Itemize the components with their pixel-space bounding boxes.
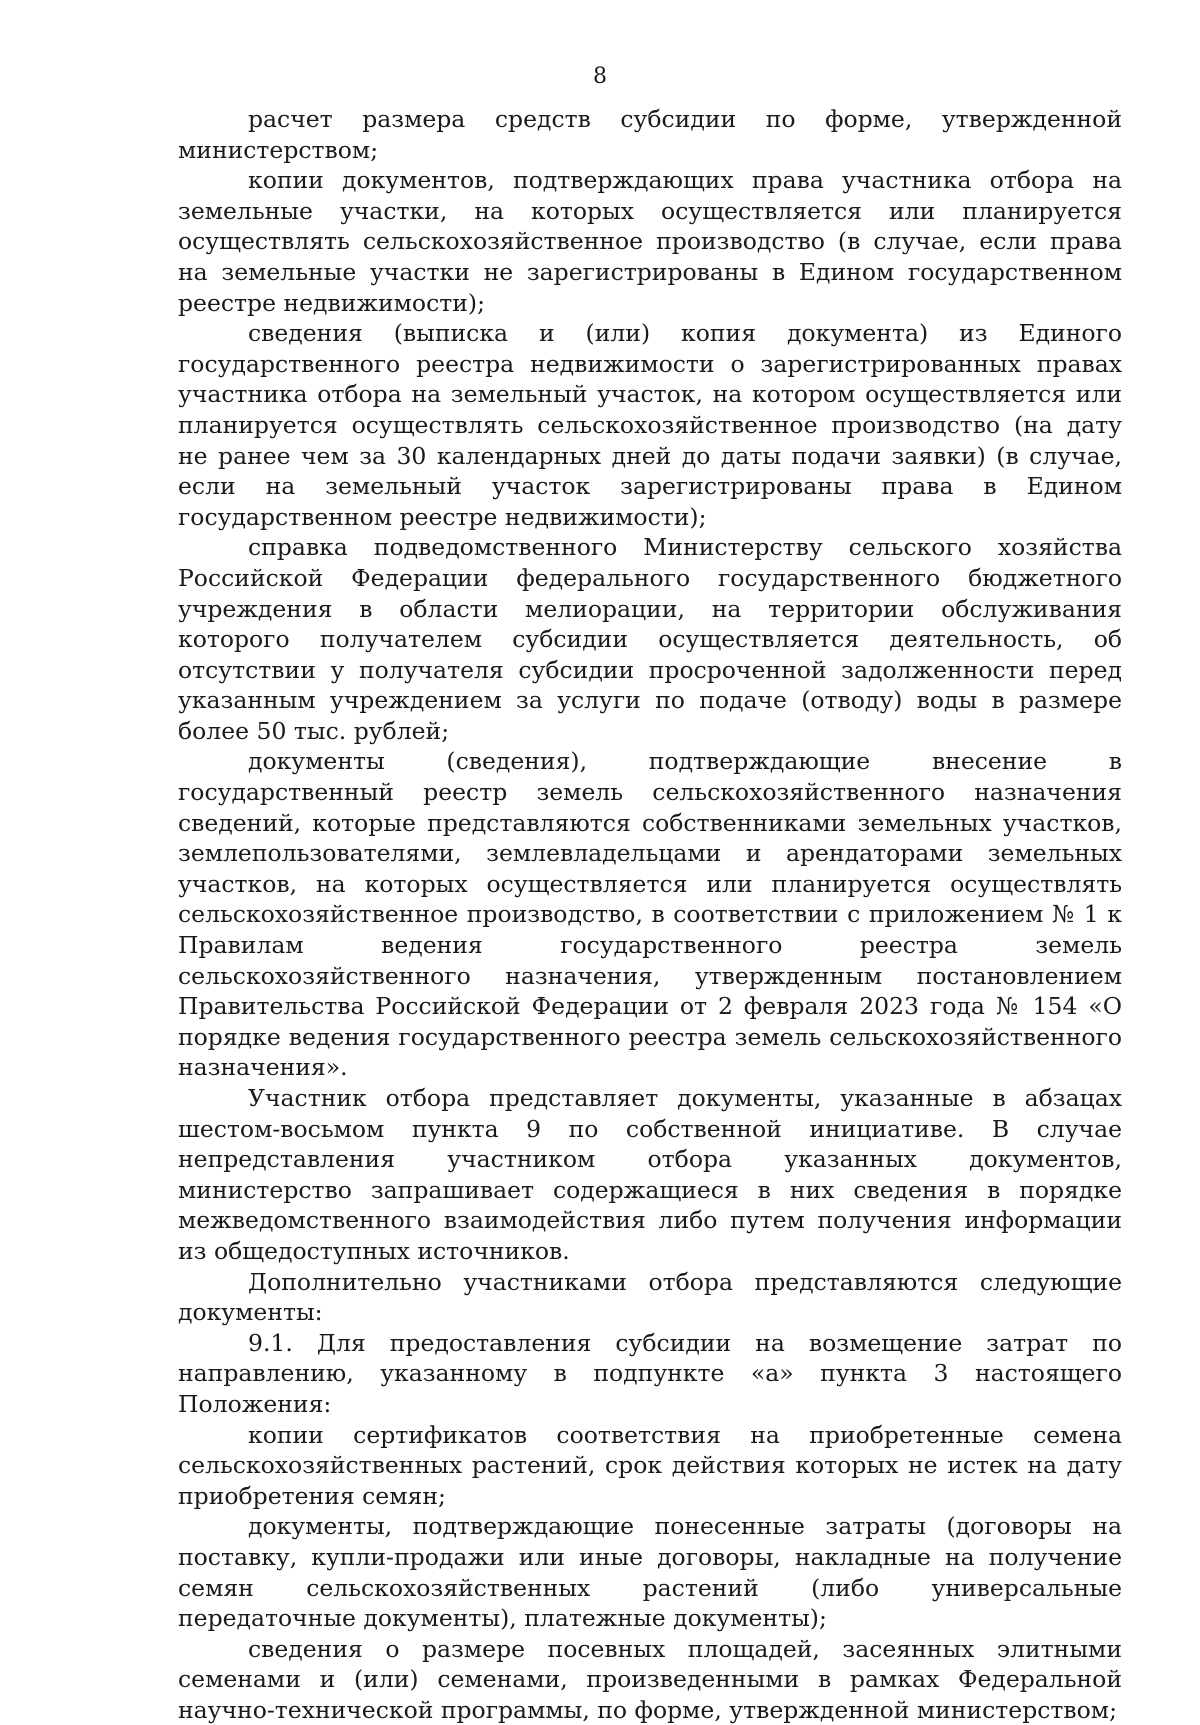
- paragraph-section-9-1: 9.1. Для предоставления субсидии на возмещение затрат по направлению, указанному в подпункте «а» пункта 3 настоящего Положения:: [178, 1328, 1122, 1418]
- paragraph-additional-documents: Дополнительно участниками отбора представляются следующие документы:: [178, 1267, 1122, 1327]
- paragraph-melioration-certificate: справка подведомственного Министерству сельского хозяйства Российской Федерации федерального государственного бюджетного учреждения в области мелиорации, на территории обслуживания которого получателем субсидии осуществляется деятельность, об отсутствии у получателя субсидии просроченной задолженности перед указанным учреждением за услуги по подаче (отводу) воды в размере более 50 тыс. рублей;: [178, 533, 1122, 745]
- paragraph-seed-certificates: копии сертификатов соответствия на приобретенные семена сельскохозяйственных растений, срок действия которых не истек на дату приобретения семян;: [178, 1420, 1122, 1510]
- paragraph-land-rights-copies: копии документов, подтверждающих права участника отбора на земельные участки, на которых осуществляется или планируется осуществлять сельскохозяйственное производство (в случае, если права на земельные участки не зарегистрированы в Едином государственном реестре недвижимости);: [178, 166, 1122, 317]
- paragraph-sown-area-info: сведения о размере посевных площадей, засеянных элитными семенами и (или) семенами, произведенными в рамках Федеральной научно-технической программы, по форме, утвержденной министерством;: [178, 1634, 1122, 1724]
- document-body: [178, 104, 1122, 1725]
- paragraph-subsidy-calculation: расчет размера средств субсидии по форме, утвержденной министерством;: [178, 105, 1122, 164]
- page-number: 8: [593, 64, 607, 89]
- paragraph-land-registry-documents: документы (сведения), подтверждающие внесение в государственный реестр земель сельскохозяйственного назначения сведений, которые представляются собственниками земельных участков, землепользователями, землевладельцами и арендаторами земельных участков, на которых осуществляется или планируется осуществлять сельскохозяйственное производство, в соответствии с приложением № 1 к Правилам ведения государственного реестра земель сельскохозяйственного назначения, утвержденным постановлением Правительства Российской Федерации от 2 февраля 2023 года № 154 «О порядке ведения государственного реестра земель сельскохозяйственного назначения».: [178, 747, 1122, 1082]
- paragraph-own-initiative: Участник отбора представляет документы, указанные в абзацах шестом-восьмом пункта 9 по собственной инициативе. В случае непредставления участником отбора указанных документов, министерство запрашивает содержащиеся в них сведения в порядке межведомственного взаимодействия либо путем получения информации из общедоступных источников.: [178, 1084, 1122, 1265]
- paragraph-expense-documents: документы, подтверждающие понесенные затраты (договоры на поставку, купли-продажи или иные договоры, накладные на получение семян сельскохозяйственных растений (либо универсальные передаточные документы), платежные документы);: [178, 1512, 1122, 1633]
- paragraph-registry-extract: сведения (выписка и (или) копия документа) из Единого государственного реестра недвижимости о зарегистрированных правах участника отбора на земельный участок, на котором осуществляется или планируется осуществлять сельскохозяйственное производство (на дату не ранее чем за 30 календарных дней до даты подачи заявки) (в случае, если на земельный участок зарегистрированы права в Едином государственном реестре недвижимости);: [178, 319, 1122, 531]
